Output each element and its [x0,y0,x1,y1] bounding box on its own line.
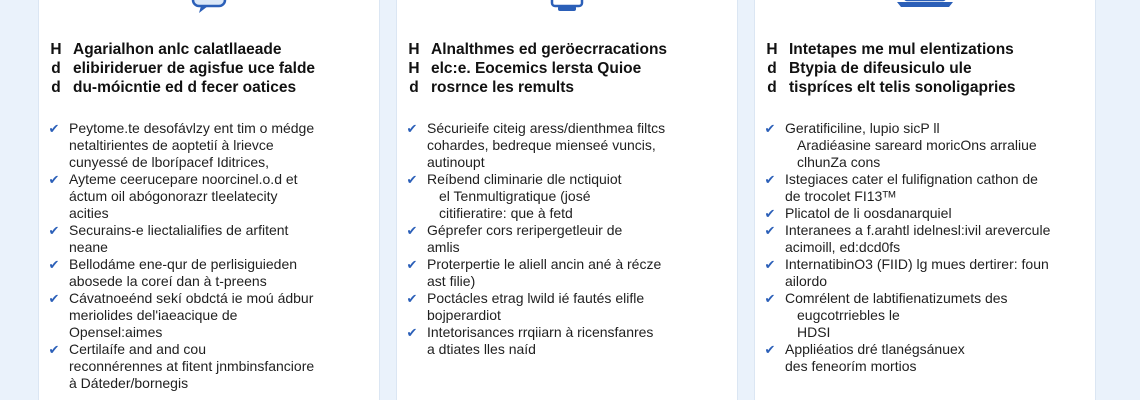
title-marker: H [408,60,420,77]
title-marker: d [409,79,419,96]
checkmark-icon: ✔ [406,325,418,340]
card-title [39,40,379,97]
list-item [755,256,1095,290]
item-text: cohardes, bedreque mienseé vuncis, [427,137,656,153]
title-text: du-móicntie ed d fecer oatices [73,79,297,96]
feature-list [39,120,379,392]
item-text: Opensel:aimes [69,324,163,340]
title-marker: H [408,41,420,58]
item-text: à Dáteder/bornegis [69,375,189,391]
item-text: Certilaífe and and cou [69,341,206,357]
item-text: Sécurieife citeig aress/dienthmea filtcs [427,120,666,136]
title-marker: H [50,41,62,58]
list-item [39,120,379,171]
item-text: acities [69,205,109,221]
item-text: Aradiéasine sareard moricOns arraliue [797,137,1037,153]
checkmark-icon: ✔ [406,257,418,272]
network-devices-icon [522,0,612,26]
checkmark-icon: ✔ [764,121,776,136]
title-marker: d [767,60,777,77]
list-item [397,222,737,256]
item-text: bojperardiot [427,307,501,323]
card-icon-area [755,0,1095,26]
item-text: a dtiates lles naíd [427,341,536,357]
item-text: reconnérennes at fitent jnmbinsfanciore [69,358,315,374]
checkmark-icon: ✔ [48,257,60,272]
list-item [39,171,379,222]
item-text: InternatibinO3 (FIID) lg mues dertirer: foun [785,256,1049,272]
item-text: netaltirientes de aoptetií à lrievce [69,137,274,153]
title-text: elibirideruer de agisfue uce falde [73,60,316,77]
checkmark-icon: ✔ [48,342,60,357]
item-text: Géprefer cors reripergetleuir de [427,222,623,238]
item-text: autinoupt [427,154,485,170]
list-item [397,290,737,324]
checkmark-icon: ✔ [764,257,776,272]
list-item [755,222,1095,256]
list-item [397,120,737,171]
list-item [397,324,737,358]
title-marker: H [766,41,778,58]
feature-card-3 [754,0,1096,400]
list-item [755,171,1095,205]
title-text: Agarialhon anlc calatllaeade [73,41,282,58]
item-text: Comrélent de labtifienatizumets des [785,290,1008,306]
checkmark-icon: ✔ [406,223,418,238]
checkmark-icon: ✔ [48,291,60,306]
item-text: cunyessé de lborípacef Iditrices, [69,154,269,170]
item-text: abosede la coreí dan à t-preens [69,273,267,289]
item-text: clhunZa cons [797,154,881,170]
title-marker: d [51,60,61,77]
list-item [39,256,379,290]
feature-card-1 [38,0,380,400]
item-text: citifieratire: que à fetd [439,205,573,221]
list-item [755,120,1095,171]
item-text: Geratificiline, lupio sicP ll [785,120,940,136]
item-text: amlis [427,239,460,255]
item-text: neane [69,239,108,255]
checkmark-icon: ✔ [764,206,776,221]
item-text: Ayteme ceerucepare noorcinel.o.d et [69,171,298,187]
item-text: acimoill, ed:dcd0fs [785,239,901,255]
item-text: HDSI [797,324,831,340]
item-text: el Tenmultigratique (josé [439,188,591,204]
title-line [755,59,1095,78]
checkmark-icon: ✔ [48,172,60,187]
item-text: de trocolet FI13ᵀᴹ [785,188,896,204]
list-item [397,256,737,290]
item-text: Poctácles etrag lwild ié fautés elifle [427,290,645,306]
title-text: elc:e. Eocemics lersta Quioe [431,60,642,77]
title-line [397,78,737,97]
item-text: eugcotrriebles le [797,307,900,323]
list-item [755,341,1095,375]
item-text: des feneorím mortios [785,358,917,374]
title-marker: d [51,79,61,96]
list-item [39,290,379,341]
list-item [755,205,1095,222]
title-line [755,40,1095,59]
feature-list [397,120,737,358]
title-line [39,40,379,59]
item-text: ast filie) [427,273,476,289]
checkmark-icon: ✔ [406,121,418,136]
item-text: meriolides del'iaeacique de [69,307,238,323]
checkmark-icon: ✔ [764,172,776,187]
title-text: Intetapes me mul elentizations [789,41,1014,58]
laptop-icon [875,0,975,26]
list-item [397,171,737,222]
checkmark-icon: ✔ [406,172,418,187]
item-text: Peytome.te desofávlzy ent tim o médge [69,120,315,136]
checkmark-icon: ✔ [48,223,60,238]
title-text: Alnalthmes ed geröecrracations [431,41,668,58]
title-marker: d [767,79,777,96]
card-icon-area [39,0,379,26]
title-line [755,78,1095,97]
title-text: tispríces elt telis sonoligapries [789,79,1016,96]
list-item [39,341,379,392]
title-line [39,59,379,78]
card-icon-area [397,0,737,26]
item-text: Cávatnoeénd sekí obdctá ie moú ádbur [69,290,314,306]
title-line [397,40,737,59]
item-text: Securains-e liectalialifies de arfitent [69,222,289,238]
item-text: Reíbend climinarie dle nctiquiot [427,171,622,187]
chat-bubble-icon [169,0,249,26]
feature-list [755,120,1095,375]
title-line [397,59,737,78]
checkmark-icon: ✔ [764,342,776,357]
item-text: Istegiaces cater el fulifignation cathon de [785,171,1038,187]
title-text: rosrnce les remults [431,79,575,96]
item-text: Intetorisances rrqiiarn à ricensfanres [427,324,654,340]
list-item [39,222,379,256]
item-text: Interanees a f.arahtl idelnesl:ivil arevercule [785,222,1051,238]
checkmark-icon: ✔ [764,291,776,306]
item-text: Proterpertie le aliell ancin ané à récze [427,256,662,272]
title-text: Btypia de difeusiculo ule [789,60,972,77]
checkmark-icon: ✔ [764,223,776,238]
card-title [397,40,737,97]
item-text: áctum oil abógonorazr tleelatecity [69,188,278,204]
list-item [755,290,1095,341]
card-title [755,40,1095,97]
checkmark-icon: ✔ [406,291,418,306]
feature-card-2 [396,0,738,400]
item-text: Plicatol de li oosdanarquiel [785,205,952,221]
title-line [39,78,379,97]
checkmark-icon: ✔ [48,121,60,136]
item-text: Appliéatios dré tlanégsánuex [785,341,965,357]
item-text: Bellodáme ene-qur de perlisiguieden [69,256,298,272]
item-text: ailordo [785,273,828,289]
